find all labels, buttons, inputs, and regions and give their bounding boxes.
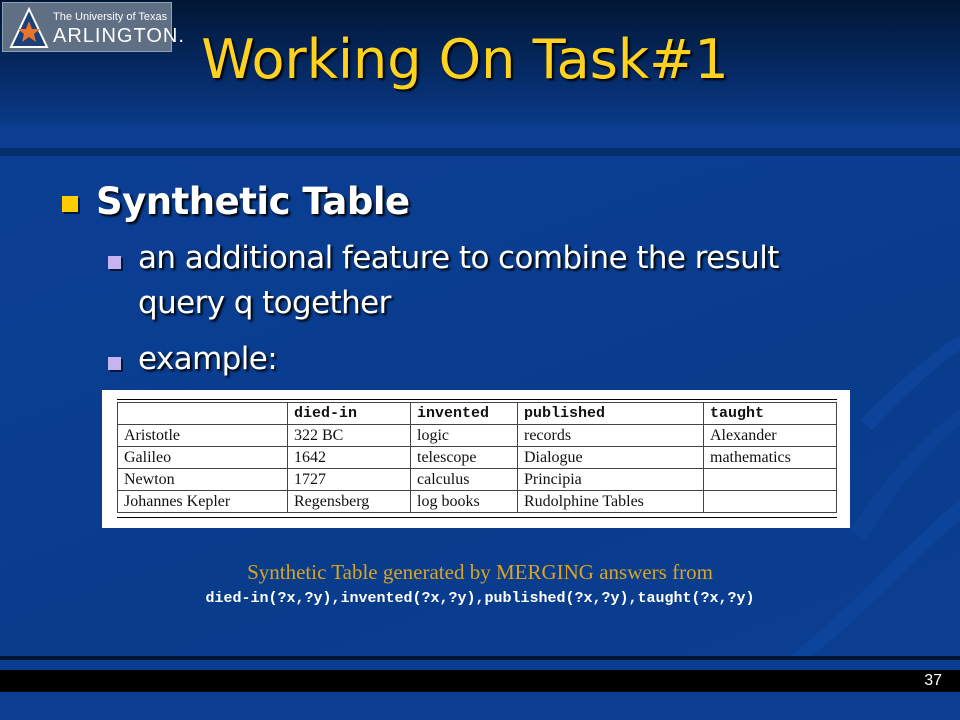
bullet-square-icon [62,196,82,216]
page-number: 37 [924,672,942,689]
table-caption-query: died-in(?x,?y),invented(?x,?y),published(?x,?y),taught(?x,?y) [205,590,755,607]
sub-bullet-example: example: [138,341,278,377]
table-header-row [118,403,837,425]
synthetic-table [117,402,837,513]
table-cell: records [518,425,704,447]
sub-bullet-line2: query q together [138,285,391,321]
table-header-cell: invented [411,403,518,425]
sub-bullet-line1: an additional feature to combine the result [138,240,779,276]
sub-bullet-icon [108,256,123,271]
logo-line2: ARLINGTON. [53,25,185,47]
header-stripe [0,126,960,148]
table-cell: Galileo [118,447,288,469]
table-row [118,447,837,469]
header-stripe-light [0,156,960,164]
table-header-cell: taught [704,403,837,425]
table-cell: calculus [411,469,518,491]
table-cell: mathematics [704,447,837,469]
table-cell: 1727 [288,469,411,491]
table-cell: Johannes Kepler [118,491,288,513]
bullet-heading: Synthetic Table [96,180,410,223]
footer-bar [0,670,960,692]
table-cell: 322 BC [288,425,411,447]
table-cell: Principia [518,469,704,491]
table-cell: log books [411,491,518,513]
table-cell: 1642 [288,447,411,469]
footer-stripe [0,660,960,668]
table-row [118,491,837,513]
table-cell: logic [411,425,518,447]
table-row [118,469,837,491]
table-cell: Rudolphine Tables [518,491,704,513]
table-cell: Alexander [704,425,837,447]
table-cell [704,469,837,491]
header-stripe-dark [0,148,960,156]
table-row [118,425,837,447]
table-cell [704,491,837,513]
footer-band [0,692,960,720]
slide-title: Working On Task#1 [201,28,729,91]
table-cell: Newton [118,469,288,491]
table-header-cell: died-in [288,403,411,425]
table-caption: Synthetic Table generated by MERGING answers from [247,560,713,584]
synthetic-table-image [102,390,850,528]
table-cell: Aristotle [118,425,288,447]
logo-line1: The University of Texas [53,11,168,23]
table-cell: Dialogue [518,447,704,469]
sub-bullet-icon [108,357,123,372]
table-cell: telescope [411,447,518,469]
table-cell: Regensberg [288,491,411,513]
table-header-cell [118,403,288,425]
table-header-cell: published [518,403,704,425]
